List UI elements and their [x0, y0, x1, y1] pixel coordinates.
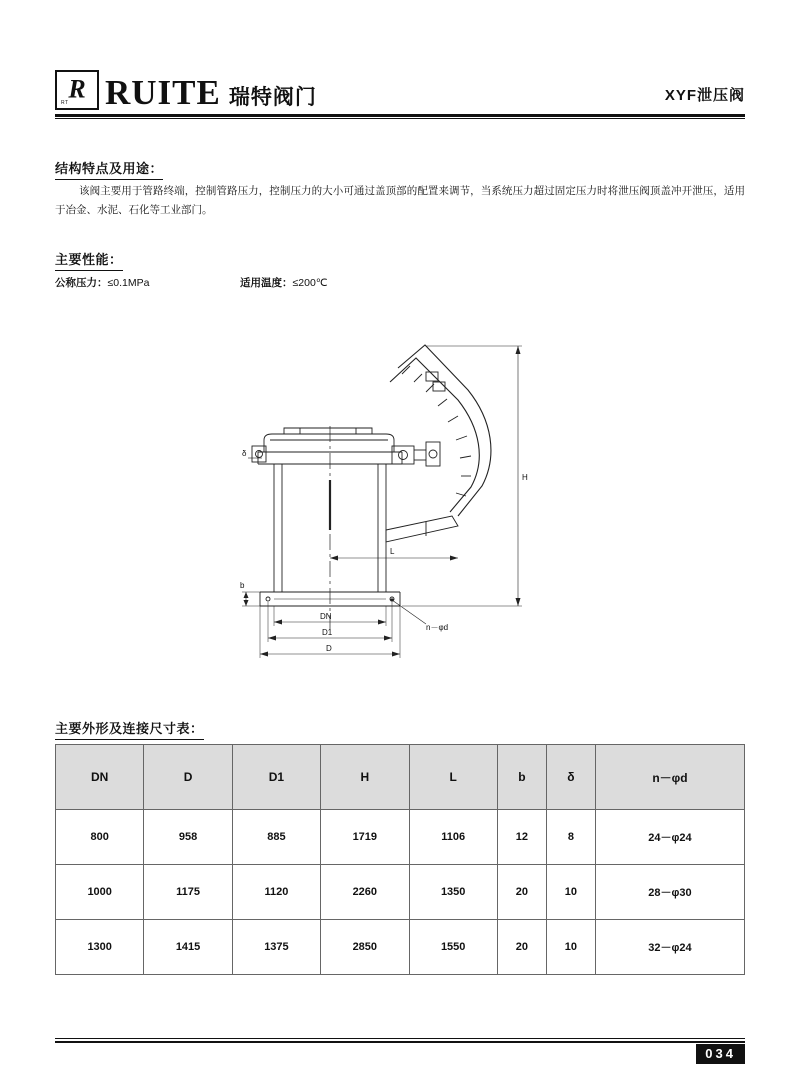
valve-technical-drawing [230, 330, 560, 680]
performance-pressure [55, 275, 149, 290]
page-header [55, 68, 745, 118]
column-header-d1: D1 [232, 745, 320, 810]
table-body [56, 810, 745, 975]
cell-d1: 1120 [232, 865, 320, 920]
section-body-structure: 该阀主要用于管路终端，控制管路压力，控制压力的大小可通过盖顶部的配置来调节，当系统压力超过固定压力时将泄压阀顶盖冲开泄压，适用于冶金、水泥、石化等工业部门。 [55, 185, 745, 216]
cell-holes: 24－φ24 [595, 810, 744, 865]
cell-dn: 800 [56, 810, 144, 865]
page-title: XYF泄压阀 [664, 87, 745, 104]
cell-b: 12 [497, 810, 546, 865]
cell-delta: 10 [546, 865, 595, 920]
table-row [56, 920, 745, 975]
cell-dn: 1300 [56, 920, 144, 975]
drawing-label-dn: DN [320, 612, 332, 621]
logo-wordmark: RUITE [105, 73, 221, 112]
cell-d1: 885 [232, 810, 320, 865]
drawing-label-d1: D1 [322, 628, 333, 637]
cell-h: 1719 [321, 810, 409, 865]
logo-chinese-name: 瑞特阀门 [228, 86, 317, 109]
table-row [56, 865, 745, 920]
brand-logo [55, 68, 317, 110]
column-header-h: H [321, 745, 409, 810]
cell-d: 1175 [144, 865, 232, 920]
cell-holes: 28－φ30 [595, 865, 744, 920]
logo-mark-icon [55, 70, 99, 110]
performance-temperature-value: ≤200℃ [292, 277, 328, 289]
column-header-d: D [144, 745, 232, 810]
cell-l: 1550 [409, 920, 497, 975]
table-row [56, 810, 745, 865]
cell-l: 1350 [409, 865, 497, 920]
cell-h: 2260 [321, 865, 409, 920]
header-divider-thin [55, 118, 745, 119]
page-number: 034 [696, 1044, 745, 1064]
drawing-label-delta: δ [242, 449, 247, 458]
section-title-performance: 主要性能： [55, 249, 123, 268]
footer-divider-thin [55, 1038, 745, 1039]
performance-pressure-value: ≤0.1MPa [107, 277, 150, 289]
cell-b: 20 [497, 920, 546, 975]
cell-delta: 8 [546, 810, 595, 865]
cell-dn: 1000 [56, 865, 144, 920]
drawing-label-d: D [326, 644, 332, 653]
cell-d: 958 [144, 810, 232, 865]
cell-d1: 1375 [232, 920, 320, 975]
cell-holes: 32－φ24 [595, 920, 744, 975]
column-header-b: b [497, 745, 546, 810]
logo-mark-letter: R [68, 74, 86, 104]
column-header-l: L [409, 745, 497, 810]
drawing-label-h: H [522, 473, 528, 482]
footer-divider-thick [55, 1041, 745, 1043]
table-head [56, 745, 745, 810]
section-title-structure: 结构特点及用途： [55, 158, 163, 177]
drawing-label-holes: n－φd [426, 623, 449, 632]
section-title-dimensions: 主要外形及连接尺寸表： [55, 718, 204, 737]
cell-h: 2850 [321, 920, 409, 975]
cell-b: 20 [497, 865, 546, 920]
column-header-holes: n－φd [595, 745, 744, 810]
header-divider-thick [55, 114, 745, 117]
drawing-label-b: b [240, 581, 245, 590]
logo-mark-subtext: RT [61, 100, 69, 106]
cell-d: 1415 [144, 920, 232, 975]
performance-temperature-label: 适用温度： [240, 277, 293, 289]
table-header-row [56, 745, 745, 810]
cell-l: 1106 [409, 810, 497, 865]
dimension-table [55, 744, 745, 975]
performance-temperature [240, 275, 328, 290]
cell-delta: 10 [546, 920, 595, 975]
drawing-label-l: L [390, 547, 395, 556]
column-header-dn: DN [56, 745, 144, 810]
performance-pressure-label: 公称压力： [55, 277, 108, 289]
column-header-delta: δ [546, 745, 595, 810]
